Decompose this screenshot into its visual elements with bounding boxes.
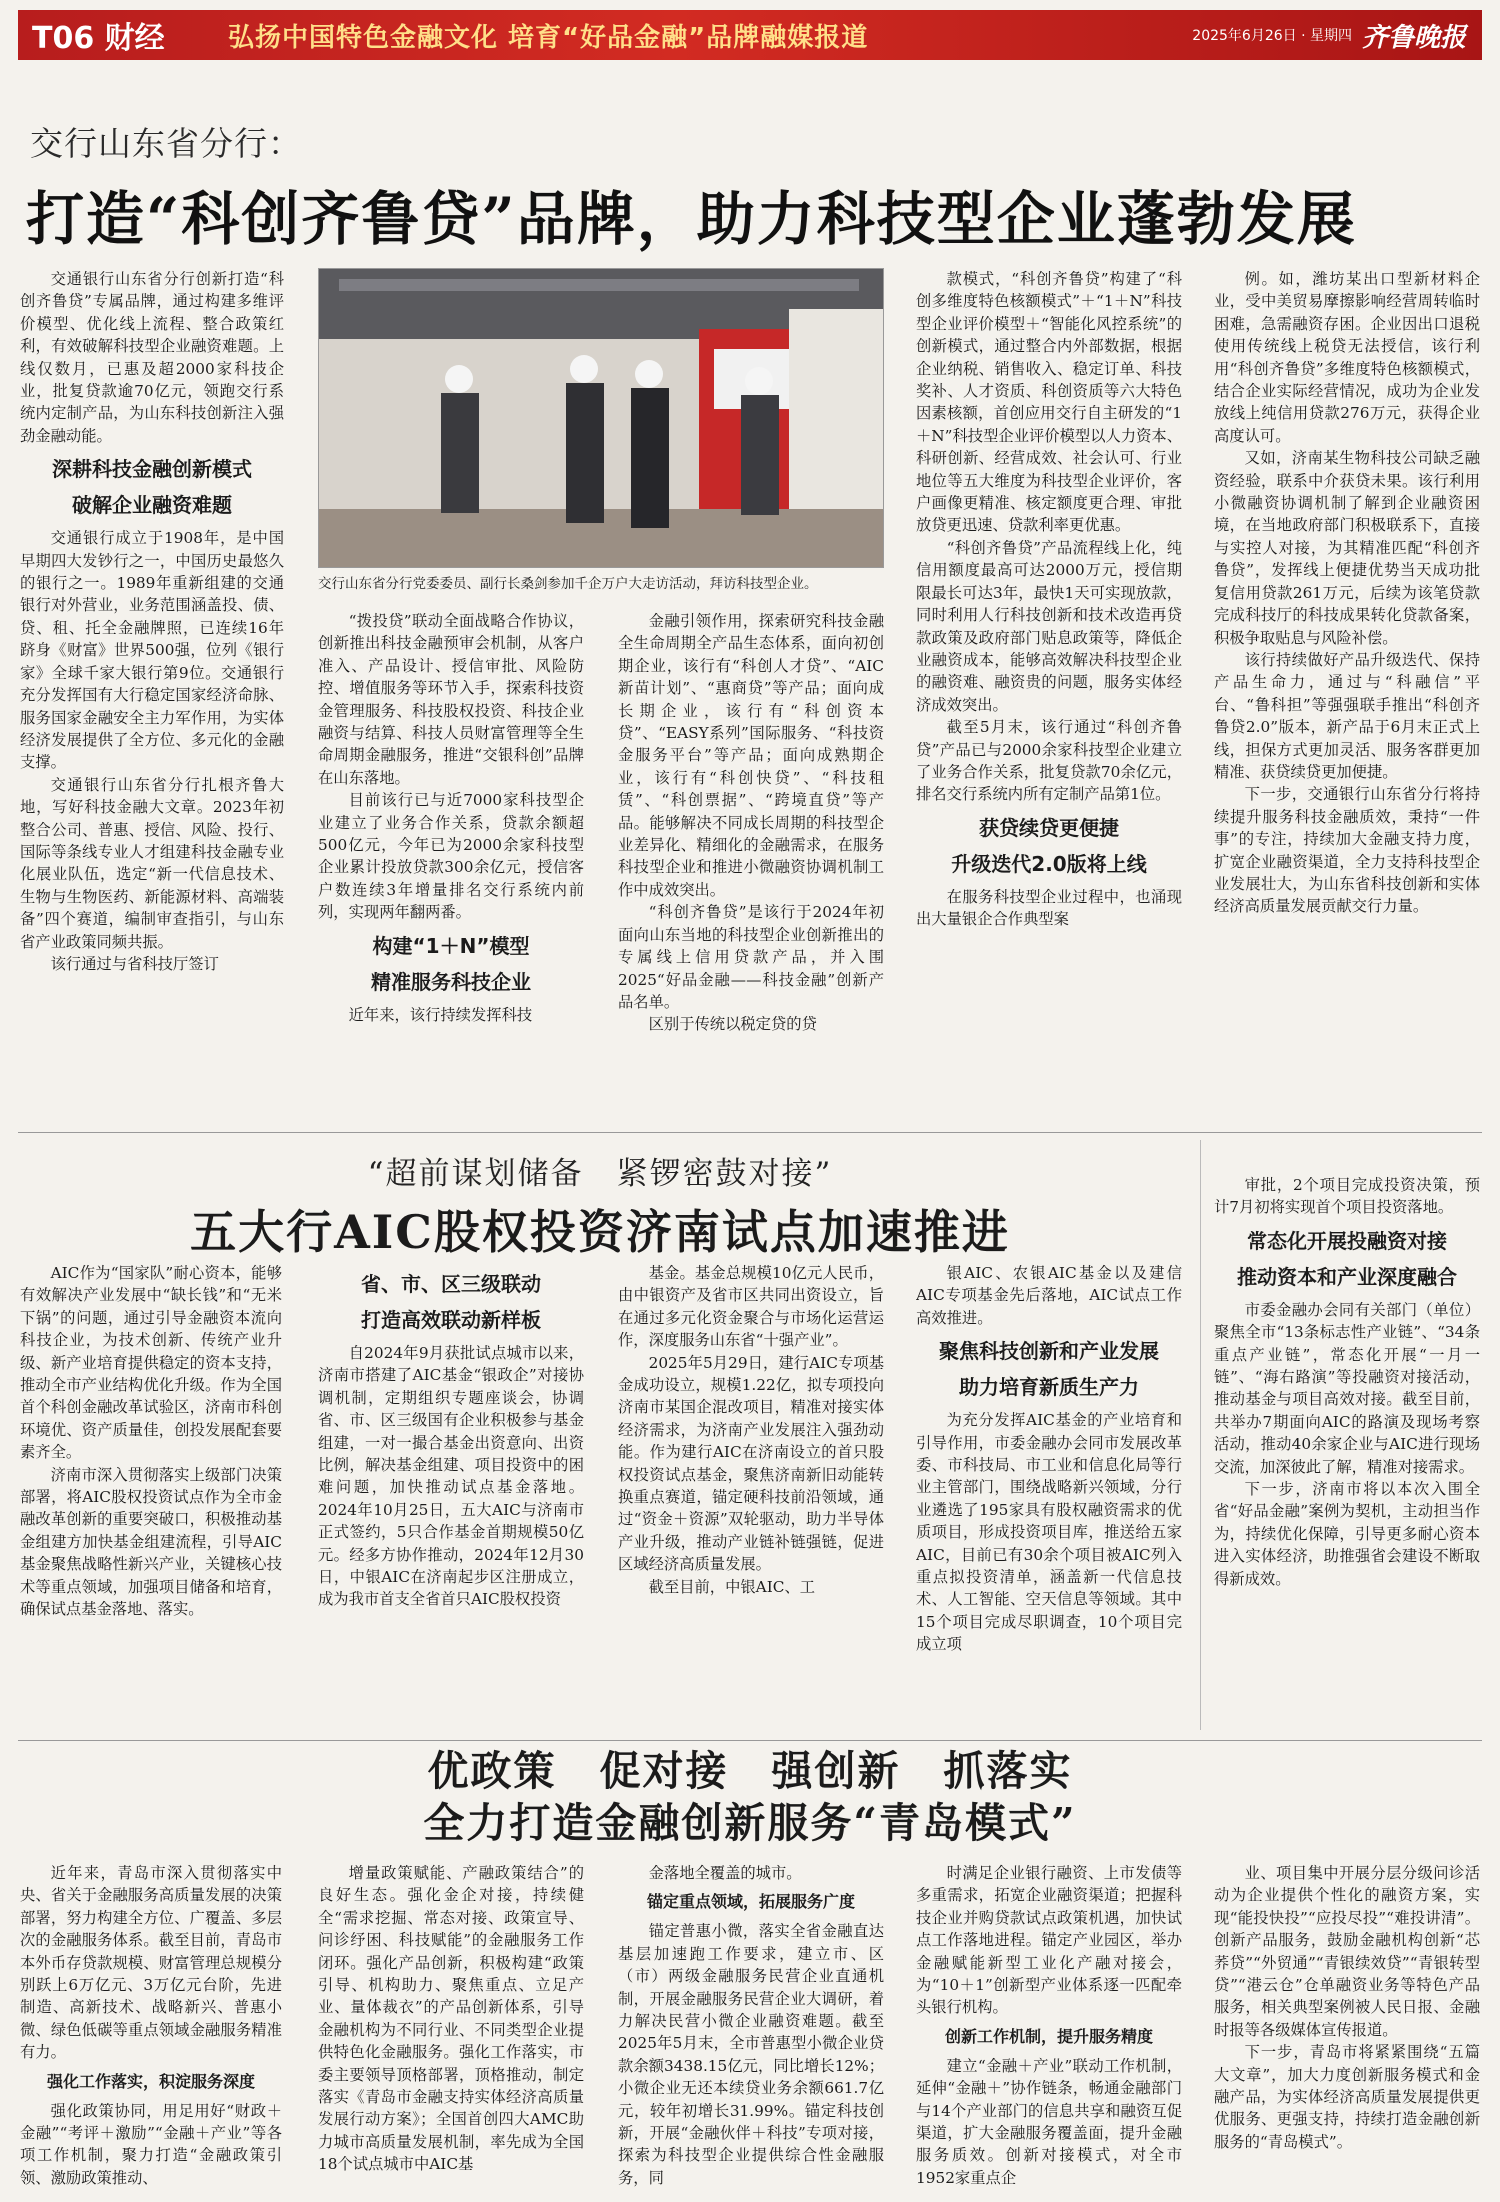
article2-paragraph: 为充分发挥AIC基金的产业培育和引导作用，市委金融办会同市发展改革委、市科技局、市工业和信息化局等行业主管部门，围绕战略新兴领域，分行业遴选了195家具有股权融资需求的优质项目，形成投资项目库，推送给五家AIC，目前已有30余个项目被AIC列入重点拟投资清单，涵盖新一代信息技术、人工智能、空天信息等领域。其中15个项目完成尽职调查，10个项目完成立项 xyxy=(916,1411,1182,1654)
subhead-line: 升级迭代2.0版将上线 xyxy=(951,851,1147,876)
article3-paragraph: 时满足企业银行融资、上市发债等多重需求，拓宽企业融资渠道；把握科技企业并购贷款试点政策机遇，加快试点工作落地进程。锚定产业园区，举办金融赋能新型工业化产融对接会，为“10＋1”创新型产业体系逐一匹配牵头银行机构。 xyxy=(916,1864,1182,2017)
article1-column-4 xyxy=(916,268,1182,1124)
banner-slogan: 弘扬中国特色金融文化 培育“好品金融”品牌融媒报道 xyxy=(228,22,869,53)
article1-column-5 xyxy=(1214,268,1480,1124)
article3-headline-line-2: 全力打造金融创新服务“青岛模式” xyxy=(423,1799,1077,1847)
article1-paragraph: 交通银行山东省分行扎根齐鲁大地，写好科技金融大文章。2023年初整合公司、普惠、授信、风险、投行、国际等条线专业人才组建科技金融专业化展业队伍，选定“新一代信息技术、生物与生物医药、新能源材料、高端装备”四个赛道，编制审查指引，与山东省产业政策同频共振。 xyxy=(20,775,284,951)
subhead-line: 精准服务科技企业 xyxy=(371,969,531,994)
article2-kicker: “超前谋划储备 紧锣密鼓对接” xyxy=(367,1156,833,1192)
subhead-line: 打造高效联动新样板 xyxy=(361,1308,541,1332)
article3-subhead-1: 强化工作落实，积淀服务深度 xyxy=(46,2071,255,2091)
article3-paragraph: 近年来，青岛市深入贯彻落实中央、省关于金融服务高质量发展的决策部署，努力构建全方位、广覆盖、多层次的金融服务体系。截至目前，青岛市本外币存贷款规模、财富管理总规模分别跃上6万亿元、3万亿元台阶，先进制造、高新技术、战略新兴、普惠小微、绿色低碳等重点领域金融服务精准有力。 xyxy=(20,1864,282,2062)
article1-paragraph: “拨投贷”联动全面战略合作协议，创新推出科技金融预审会机制，从客户准入、产品设计、授信审批、风险防控、增值服务等环节入手，探索科技资金管理服务、科技股权投资、科技企业融资与结算、科技人员财富管理等全生命周期金融服务，推进“交银科创”品牌在山东落地。 xyxy=(318,612,584,787)
article1-paragraph: 例。如，潍坊某出口型新材料企业，受中美贸易摩擦影响经营周转临时困难，急需融资存困。企业因出口退税使用传统线上税贷无法授信，该行利用“科创齐鲁贷”多维度特色核额模式，结合企业实际经营情况，成功为企业发放线上纯信用贷款276万元，获得企业高度认可。 xyxy=(1214,270,1480,445)
article2-paragraph: 银AIC、农银AIC基金以及建信AIC专项基金先后落地，AIC试点工作高效推进。 xyxy=(916,1264,1182,1327)
subhead-line: 破解企业融资难题 xyxy=(72,493,232,518)
subhead-line: 构建“1＋N”模型 xyxy=(372,933,530,958)
article3-paragraph: 锚定普惠小微，落实全省金融直达基层加速跑工作要求，建立市、区（市）两级金融服务民营企业直通机制，开展金融服务民营企业大调研，着力解决民营小微企业融资难题。截至2025年5月末，全市普惠型小微企业贷款余额3438.15亿元，同比增长12%；小微企业无还本续贷业务余额661.7亿元，较年初增长31.99%。锚定科技创新，开展“金融伙伴＋科技”专项对接，探索为科技型企业提供综合性金融服务，同 xyxy=(618,1922,884,2187)
article1-paragraph: 近年来，该行持续发挥科技 xyxy=(348,1005,533,1024)
article3-subhead-3: 创新工作机制，提升服务精度 xyxy=(944,2026,1153,2046)
article2-column-4 xyxy=(916,1262,1182,1732)
article1-paragraph: 又如，济南某生物科技公司缺乏融资经验，联系中介获贷未果。该行利用小微融资协调机制了解到企业融资困境，在当地政府部门积极联系下，直接与实控人对接，为其精准匹配“科创齐鲁贷”，发挥线上便捷优势当天成功批复信用贷款261万元，后续为该笔贷款完成科技厅的科技成果转化贷款备案，积极争取贴息与风险补偿。 xyxy=(1214,449,1480,647)
article2-paragraph: 截至目前，中银AIC、工 xyxy=(648,1577,816,1596)
factory-visit-image xyxy=(319,269,884,568)
article1-subhead-2 xyxy=(318,928,584,1000)
article2-column-1 xyxy=(20,1262,282,1732)
article3-paragraph: 下一步，青岛市将紧紧围绕“五篇大文章”，加大力度创新服务模式和金融产品，为实体经济高质量发展提供更优服务、更强支持，持续打造金融创新服务的“青岛模式”。 xyxy=(1214,2043,1480,2151)
subhead-line: 常态化开展投融资对接 xyxy=(1247,1228,1447,1253)
subhead-line: 获贷续贷更便捷 xyxy=(979,815,1119,840)
article3-headline-line-1: 优政策 促对接 强创新 抓落实 xyxy=(427,1747,1073,1795)
article2-subhead-3 xyxy=(1214,1223,1480,1295)
article1-subhead-1 xyxy=(20,451,284,523)
article1-paragraph: 款模式，“科创齐鲁贷”构建了“科创多维度特色核额模式”＋“1＋N”科技型企业评价模型＋“智能化风控系统”的创新模式，通过整合内外部数据，根据企业纳税、销售收入、稳定订单、科技奖补、人才资质、科创资质等六大特色因素核额，首创应用交行自主研发的“1＋N”科技型企业评价模型以人力资本、科研创新、经营成效、社会认可、行业地位等五大维度为科技型企业评价，客户画像更精准、核定额度更合理、审批放贷更迅速、贷款利率更优惠。 xyxy=(916,270,1182,535)
article3-paragraph: 建立“金融＋产业”联动工作机制，延伸“金融＋”协作链条，畅通金融部门与14个产业部门的信息共享和融资互促渠道，扩大金融服务覆盖面，提升金融服务质效。创新对接模式，对全市1952家重点企 xyxy=(916,2056,1182,2187)
article1-paragraph: “科创齐鲁贷”是该行于2024年初面向山东当地的科技型企业创新推出的专属线上信用贷款产品，并入围2025“好品金融——科技金融”创新产品名单。 xyxy=(618,903,884,1011)
article3-paragraph: 强化政策协同，用足用好“财政＋金融”“考评＋激励”“金融＋产业”等各项工作机制，聚力打造“金融政策引领、激励政策推动、 xyxy=(20,2101,282,2187)
article2-paragraph: 下一步，济南市将以本次入围全省“好品金融”案例为契机，主动担当作为，持续优化保障，引导更多耐心资本进入实体经济，助推强省会建设不断取得新成效。 xyxy=(1214,1480,1480,1588)
article2-subhead-2 xyxy=(916,1333,1182,1405)
article2-paragraph: 审批，2个项目完成投资决策，预计7月初将实现首个项目投资落地。 xyxy=(1214,1176,1480,1217)
article1-kicker: 交行山东省分行： xyxy=(30,124,302,163)
subhead-line: 深耕科技金融创新模式 xyxy=(52,457,252,482)
article2-paragraph: 自2024年9月获批试点城市以来，济南市搭建了AIC基金“银政企”对接协调机制，定期组织专题座谈会，协调省、市、区三级国有企业积极参与基金组建，一对一撮合基金出资意向、出资比例，解决基金组建、项目投资中的困难问题，加快推动试点基金落地。2024年10月25日，五大AIC与济南市正式签约，5只合作基金首期规模50亿元。经多方协作推动，2024年12月30日，中银AIC在济南起步区注册成立，成为我市首支全省首只AIC股权投资 xyxy=(318,1344,584,1609)
article3-column-1 xyxy=(20,1862,282,2192)
page-banner xyxy=(18,10,1482,60)
article1-paragraph: 该行持续做好产品升级迭代、保持产品生命力，通过与“科融信”平台、“鲁科担”等强强联手推出“科创齐鲁贷2.0”版本，新产品于6月末正式上线，担保方式更加灵活、服务客群更加精准、获贷续贷更加便捷。 xyxy=(1214,650,1480,781)
article1-column-1 xyxy=(20,268,284,1124)
column-divider xyxy=(1200,1140,1201,1730)
article3-paragraph: 业、项目集中开展分层分级问诊活动为企业提供个性化的融资方案，实现“能投快投”“应投尽投”“难投讲清”。创新产品服务，鼓励金融机构创新“芯荞贷”“外贸通”“青银续效贷”“青银转型贷”“港云仓”仓单融资业务等特色产品服务，相关典型案例被人民日报、金融时报等各级媒体宣传报道。 xyxy=(1214,1864,1480,2039)
article2-paragraph: 济南市深入贯彻落实上级部门决策部署，将AIC股权投资试点作为全市金融改革创新的重要突破口，积极推动基金组建方加快基金组建流程，引导AIC基金聚焦战略性新兴产业，关键核心技术等重点领域，加强项目储备和培育，确保试点基金落地、落实。 xyxy=(20,1465,282,1619)
article1-paragraph: “科创齐鲁贷”产品流程线上化，纯信用额度最高可达2000万元，授信期限最长可达3年，最快1天可实现放款，同时利用人行科技创新和技术改造再贷款政策及政府部门贴息政策等，降低企业融资成本，能够高效解决科技型企业的融资难、融资贵的问题，服务实体经济成效突出。 xyxy=(916,538,1182,714)
subhead-line: 省、市、区三级联动 xyxy=(361,1272,541,1296)
article2-column-2 xyxy=(318,1262,584,1732)
article1-paragraph: 金融引领作用，探索研究科技金融全生命周期全产品生态体系，面向初创期企业，该行有“科创人才贷”、“AIC新苗计划”、“惠商贷”等产品；面向成长期企业，该行有“科创资本贷”、“EASY系列”国际服务、“科技资金服务平台”等产品；面向成熟期企业，该行有“科创快贷”、“科技租赁”、“科创票据”、“跨境直贷”等产品。能够解决不同成长周期的科技型企业差异化、精细化的金融需求，在服务科技型企业和推进小微融资协调机制工作中成效突出。 xyxy=(618,612,884,899)
article2-paragraph: 市委金融办会同有关部门（单位）聚焦全市“13条标志性产业链”、“34条重点产业链”，常态化开展“一月一链”、“海右路演”等投融资对接活动，推动基金与项目高效对接。截至目前，共举办7期面向AIC的路演及现场考察活动，推动40余家企业与AIC进行现场交流，加深彼此了解，精准对接需求。 xyxy=(1214,1300,1480,1476)
article3-subhead-2: 锚定重点领域，拓展服务广度 xyxy=(646,1892,855,1912)
article3-column-4 xyxy=(916,1862,1182,2192)
article3-column-5 xyxy=(1214,1862,1480,2192)
subhead-line: 聚焦科技创新和产业发展 xyxy=(939,1339,1159,1364)
page-label: T06 财经 xyxy=(32,21,165,56)
article1-paragraph: 下一步，交通银行山东省分行将持续提升服务科技金融质效，秉持“一件事”的专注，持续加大金融支持力度，扩宽企业融资渠道，全力支持科技型企业发展壮大，为山东省科技创新和实体经济高质量发展贡献交行力量。 xyxy=(1214,785,1480,916)
article1-subhead-3 xyxy=(916,810,1182,882)
article1-column-3 xyxy=(618,610,884,1124)
article1-headline: 打造“科创齐鲁贷”品牌，助力科技型企业蓬勃发展 xyxy=(26,185,1357,253)
article2-paragraph: 基金。基金总规模10亿元人民币，由中银资产及省市区共同出资设立，旨在通过多元化资金聚合与市场化运营运作，深度服务山东省“十强产业”。 xyxy=(618,1264,884,1350)
article3-column-3 xyxy=(618,1862,884,2192)
article1-paragraph: 区别于传统以税定贷的贷 xyxy=(648,1015,817,1034)
issue-date: 2025年6月26日 · 星期四 xyxy=(1192,28,1352,44)
article3-column-2 xyxy=(318,1862,584,2192)
subhead-line: 推动资本和产业深度融合 xyxy=(1237,1264,1457,1289)
article1-paragraph: 目前该行已与近7000家科技型企业建立了业务合作关系，贷款余额超500亿元，今年已为2000余家科技型企业累计投放贷款300余亿元，授信客户数连续3年增量排名交行系统内前列，实现两年翻两番。 xyxy=(318,791,584,922)
section-divider xyxy=(18,1740,1482,1741)
article2-headline: 五大行AIC股权投资济南试点加速推进 xyxy=(190,1205,1010,1259)
article2-paragraph: 2025年5月29日，建行AIC专项基金成功设立，规模1.22亿，拟专项投向济南市某国企混改项目，精准对接实体经济需求，为济南产业发展注入强劲动能。作为建行AIC在济南设立的首只股权投资试点基金，聚焦济南新旧动能转换重点赛道，锚定硬科技前沿领域，通过“资金＋资源”双轮驱动，助力半导体产业升级，推动产业链补链强链，促进区域经济高质量发展。 xyxy=(618,1353,884,1574)
article1-photo xyxy=(318,268,884,568)
subhead-line: 助力培育新质生产力 xyxy=(959,1375,1139,1400)
article1-paragraph: 该行通过与省科技厅签订 xyxy=(50,954,219,973)
article1-paragraph: 交通银行成立于1908年，是中国早期四大发钞行之一，中国历史最悠久的银行之一。1989年重新组建的交通银行对外营业，业务范围涵盖投、债、贷、租、托全金融牌照，已连续16年跻身《财富》世界500强，位列《银行家》全球千家大银行第9位。交通银行充分发挥国有大行稳定国家经济命脉、服务国家金融安全主力军作用，为实体经济发展提供了全方位、多元化的金融支撑。 xyxy=(20,529,284,772)
newspaper-logo: 齐鲁晚报 xyxy=(1361,22,1466,53)
article1-column-2 xyxy=(318,610,584,1124)
article2-subhead-1 xyxy=(318,1266,584,1338)
article2-column-5 xyxy=(1214,1174,1480,1732)
article1-photo-caption: 交行山东省分行党委委员、副行长桑剑参加千企万户大走访活动，拜访科技型企业。 xyxy=(318,576,818,592)
article1-paragraph: 截至5月末，该行通过“科创齐鲁贷”产品已与2000余家科技型企业建立了业务合作关系，批复贷款70余亿元，排名交行系统内所有定制产品第1位。 xyxy=(916,718,1182,804)
section-divider xyxy=(18,1132,1482,1133)
article3-paragraph: 金落地全覆盖的城市。 xyxy=(648,1864,802,1882)
article2-column-3 xyxy=(618,1262,884,1732)
article3-paragraph: 增量政策赋能、产融政策结合”的良好生态。强化金企对接，持续健全“需求挖掘、常态对接、政策宣导、问诊纾困、科技赋能”的金融服务工作闭环。强化产品创新，积极构建“政策引导、机构助力、聚焦重点、立足产业、量体裁衣”的产品创新体系，引导金融机构为不同行业、不同类型企业提供特色化金融服务。强化工作落实，市委主要领导顶格部署，顶格推动，制定落实《青岛市金融支持实体经济高质量发展行动方案》；全国首创四大AMC助力城市高质量发展机制，率先成为全国18个试点城市中AIC基 xyxy=(318,1864,584,2174)
article2-paragraph: AIC作为“国家队”耐心资本，能够有效解决产业发展中“缺长钱”和“无米下锅”的问题，通过引导金融资本流向科技企业，为技术创新、传统产业升级、新产业培育提供稳定的资本支持，推动全市产业结构优化升级。作为全国首个科创金融改革试验区，济南市科创环境优、资产质量佳，创投发展配套要素齐全。 xyxy=(20,1264,282,1462)
article1-paragraph: 在服务科技型企业过程中，也涌现出大量银企合作典型案 xyxy=(916,887,1182,929)
article1-paragraph: 交通银行山东省分行创新打造“科创齐鲁贷”专属品牌，通过构建多维评价模型、优化线上流程、整合政策红利，有效破解科技型企业融资难题。上线仅数月，已惠及超2000家科技企业，批复贷款逾70亿元，领跑交行系统内定制产品，为山东科技创新注入强劲金融动能。 xyxy=(20,270,284,445)
